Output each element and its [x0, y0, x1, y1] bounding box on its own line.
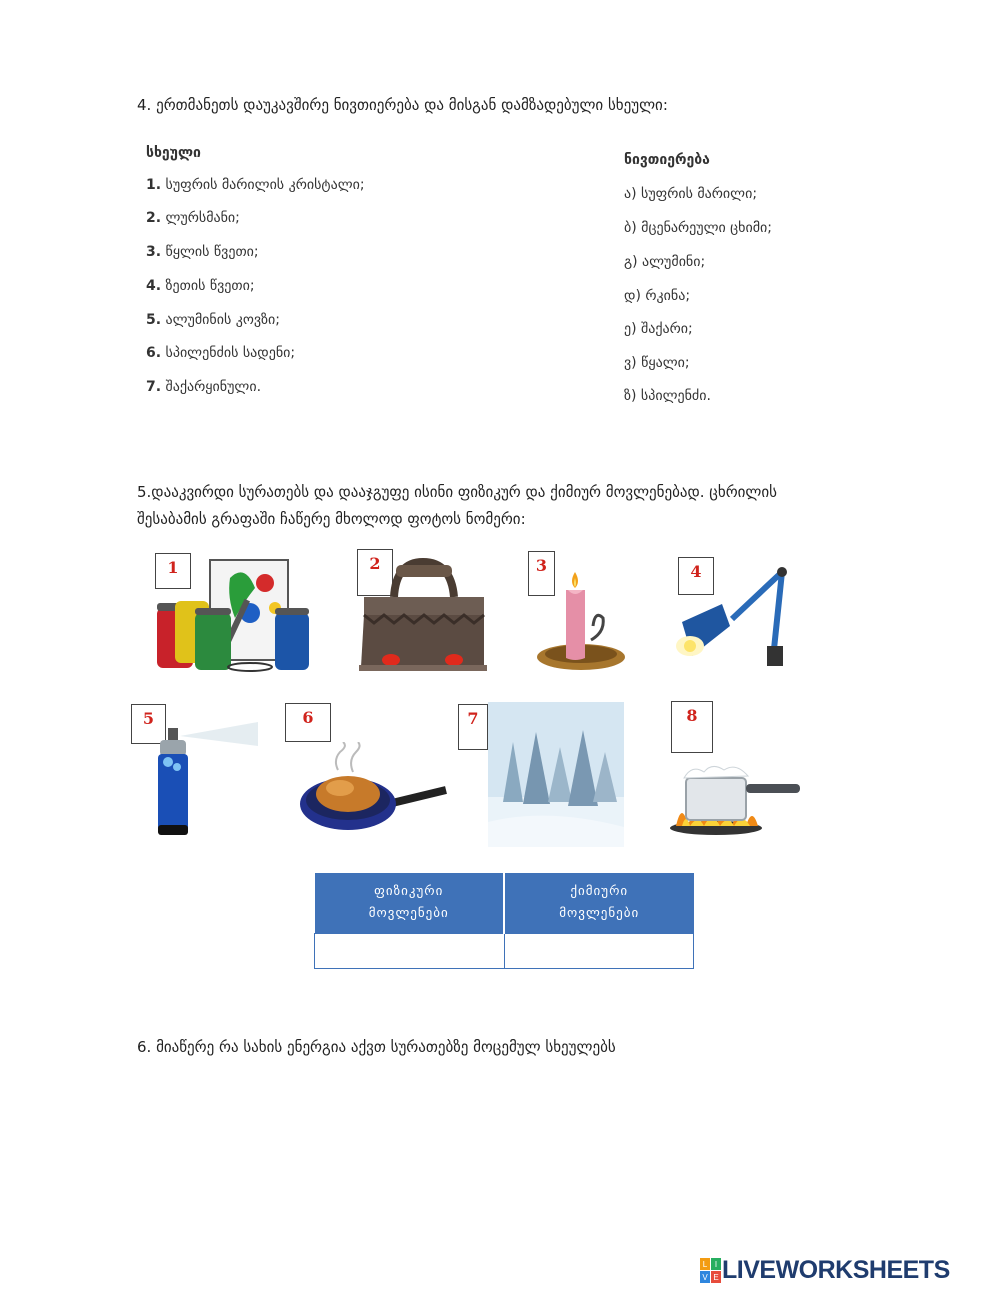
list-item: ბ) მცენარეული ცხიმი; [624, 220, 773, 236]
list-item: ვ) წყალი; [624, 355, 690, 371]
spray-can-icon [150, 710, 262, 836]
list-item: 7. შაქარყინული. [146, 379, 262, 395]
photo-number-box: 5 [131, 704, 166, 744]
iron-icon [356, 557, 491, 675]
list-item: გ) ალუმინი; [624, 254, 706, 270]
photo-number-box: 1 [155, 553, 191, 589]
logo-text: LIVEWORKSHEETS [722, 1256, 950, 1284]
chemical-phenomena-answer-cell[interactable] [504, 934, 694, 969]
frying-pan-icon [298, 742, 450, 834]
photo-number-box: 2 [357, 549, 393, 596]
liveworksheets-logo [700, 1256, 950, 1285]
phenomena-table [314, 873, 694, 969]
substances-heading: ნივთიერება [624, 152, 710, 168]
svg-text:L: L [702, 1259, 708, 1269]
list-item: ა) სუფრის მარილი; [624, 186, 758, 202]
svg-text:I: I [714, 1259, 718, 1269]
photo-number-box: 3 [528, 551, 555, 596]
list-item: 3. წყლის წვეთი; [146, 244, 259, 260]
winter-forest-icon [488, 702, 624, 847]
svg-text:E: E [713, 1272, 719, 1282]
physical-phenomena-answer-cell[interactable] [315, 934, 505, 969]
list-item: 5. ალუმინის კოვზი; [146, 312, 281, 328]
list-item: 2. ლურსმანი; [146, 210, 240, 226]
boiling-pot-icon [668, 760, 804, 835]
bodies-heading: სხეული [146, 145, 201, 161]
logo-blocks-icon [700, 1258, 722, 1284]
list-item: 1. სუფრის მარილის კრისტალი; [146, 177, 365, 193]
paint-cans-icon [155, 558, 313, 673]
list-item: 6. სპილენძის სადენი; [146, 345, 296, 361]
photo-number-box: 7 [458, 704, 488, 750]
question-5-title-line1: 5.დააკვირდი სურათებს და დააჯგუფე ისინი ფიზიკურ და ქიმიურ მოვლენებად. ცხრილის [137, 483, 777, 501]
question-6-title: 6. მიაწერე რა სახის ენერგია აქვთ სურათებზე მოცემულ სხეულებს [137, 1038, 616, 1056]
list-item: დ) რკინა; [624, 288, 691, 304]
photo-number-box: 8 [671, 701, 713, 753]
list-item: ზ) სპილენძი. [624, 388, 711, 404]
svg-text:V: V [702, 1272, 708, 1282]
question-4-title: 4. ერთმანეთს დაუკავშირე ნივთიერება და მისგან დამზადებული სხეული: [137, 96, 668, 114]
photo-number-box: 6 [285, 703, 331, 742]
list-item: 4. ზეთის წვეთი; [146, 278, 255, 294]
photo-number-box: 4 [678, 557, 714, 595]
list-item: ე) შაქარი; [624, 321, 693, 337]
candle-icon [533, 560, 629, 675]
chemical-phenomena-header: ქიმიური მოვლენები [504, 873, 694, 934]
physical-phenomena-header: ფიზიკური მოვლენები [315, 873, 505, 934]
question-5-title-line2: შესაბამის გრაფაში ჩაწერე მხოლოდ ფოტოს ნომერი: [137, 510, 526, 528]
desk-lamp-icon [662, 564, 792, 672]
